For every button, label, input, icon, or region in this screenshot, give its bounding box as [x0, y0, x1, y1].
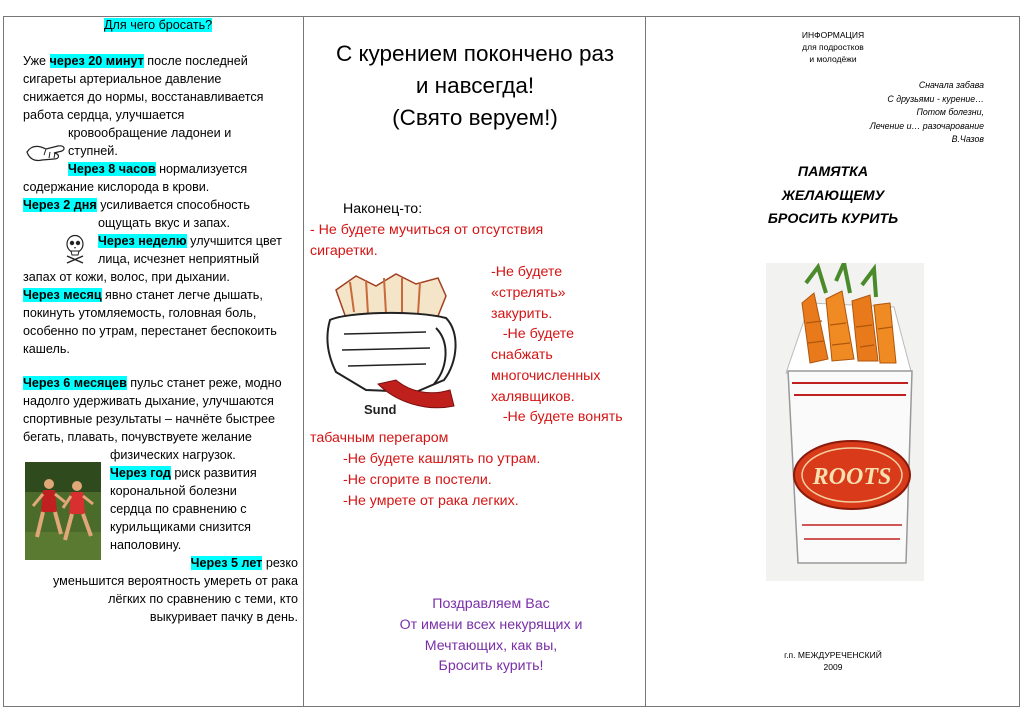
right-line-1: -Не будете	[491, 264, 563, 280]
title-line-3: БРОСИТЬ КУРИТЬ	[767, 211, 899, 227]
p4-line3: запах от кожи, волос, при дыхании.	[23, 270, 230, 284]
column-motivation	[306, 16, 644, 707]
epigraph-author: В.Чазов	[951, 134, 984, 144]
congratulations	[306, 594, 676, 677]
carrot-pack-photo	[766, 263, 924, 581]
title-line-1: ПАМЯТКА	[797, 164, 869, 180]
right-line-4: -Не будете	[491, 326, 574, 342]
skull-icon	[64, 234, 86, 264]
p1-line4: работа сердца, улучшается	[23, 108, 185, 122]
p3-line2: ощущать вкус и запах.	[98, 216, 230, 230]
crushed-cigarettes-illustration	[326, 272, 466, 417]
p7-line3: сердца по сравнению с	[110, 502, 247, 516]
tail-line-1: -Не будете кашлять по утрам.	[343, 451, 541, 467]
fist-label: Sund	[364, 402, 397, 417]
intro-text: Наконец-то:	[343, 201, 423, 217]
p1-line1: Уже через 20 минут после последней	[23, 54, 248, 68]
pack-label: ROOTS	[812, 464, 892, 490]
motto-line-2: и навсегда!	[415, 73, 535, 98]
p4-line1: Через неделю улучшится цвет	[98, 234, 282, 248]
footer-place: г.п. МЕЖДУРЕЧЕНСКИЙ	[784, 650, 882, 660]
epigraph-line-3: Потом болезни,	[916, 107, 984, 117]
p2-line2: содержание кислорода в крови.	[23, 180, 210, 194]
benefits-heading: Для чего бросать?	[104, 18, 213, 32]
title-line-2: ЖЕЛАЮЩЕМУ	[781, 187, 885, 204]
right-line-5: снабжать	[491, 347, 553, 363]
tail-line-2: -Не сгорите в постели.	[343, 472, 492, 488]
footer	[646, 649, 1020, 673]
p5-line3: особенно по утрам, перестанет беспокоить	[23, 324, 277, 338]
congrats-line-2: От имени всех некурящих и	[399, 616, 583, 633]
info-line-3: и молодёжи	[809, 54, 857, 64]
info-line-2: для подростков	[802, 42, 864, 52]
p6-line4: бегать, плавать, почувствуете желание	[23, 430, 252, 444]
leaflet-title	[646, 161, 1020, 232]
hand-drawing-icon	[24, 140, 68, 164]
p8-line2: уменьшится вероятность умереть от рака	[53, 574, 298, 588]
column-cover	[646, 16, 1020, 707]
p3-line1: Через 2 дня усиливается способность	[23, 198, 250, 212]
right-line-6: многочисленных	[491, 368, 601, 384]
info-line-1: ИНФОРМАЦИЯ	[801, 30, 865, 40]
p1-line3: снижается до нормы, восстанавливается	[23, 90, 264, 104]
p7-line5: наполовину.	[110, 538, 182, 552]
benefit-line-2: сигаретки.	[310, 243, 378, 259]
p2-line1: Через 8 часов нормализуется	[68, 162, 248, 176]
congrats-line-3: Мечтающих, как вы,	[424, 637, 558, 654]
benefit-line-1: - Не будете мучиться от отсутствия	[310, 222, 544, 238]
p7-line1: Через год риск развития	[110, 466, 257, 480]
p8-line4: выкуривает пачку в день.	[149, 610, 298, 624]
motto-line-3: (Свято веруем!)	[392, 105, 558, 130]
epigraph-line-1: Сначала забава	[918, 80, 984, 90]
epigraph-line-4: Лечение и… разочарование	[869, 120, 984, 131]
right-line-7: халявщиков.	[491, 389, 575, 405]
p6-line1: Через 6 месяцев пульс станет реже, модно	[23, 376, 282, 390]
congrats-line-4: Бросить курить!	[438, 658, 544, 675]
column-benefits	[20, 16, 302, 707]
p5-line4: кашель.	[23, 342, 70, 356]
p5-line2: покинуть утомляемость, головная боль,	[23, 306, 257, 320]
p7-line2: корональной болезни	[110, 484, 237, 498]
info-block	[646, 29, 1020, 65]
epigraph-line-2: С друзьями - курение…	[887, 93, 984, 104]
p1-line2: сигареты артериальное давление	[23, 72, 222, 86]
epigraph	[870, 79, 984, 147]
p6-line3: спортивные результаты – начнёте быстрее	[23, 412, 276, 426]
p4-line2: лица, исчезнет неприятный	[98, 252, 260, 266]
footer-year: 2009	[823, 662, 843, 672]
right-line-2: «стрелять»	[491, 285, 566, 301]
runners-photo	[25, 462, 101, 560]
right-line-8: -Не будете вонять	[491, 409, 623, 425]
benefit-line-3: табачным перегаром	[310, 430, 449, 446]
right-line-3: закурить.	[491, 306, 553, 322]
p1-line5: кровообращение ладонеи и	[68, 126, 232, 140]
p5-line1: Через месяц явно станет легче дышать,	[23, 288, 263, 302]
fold-line-1	[303, 16, 304, 707]
tail-line-3: -Не умрете от рака легких.	[343, 493, 519, 509]
p1-line6: ступней.	[68, 144, 118, 158]
p6-line2: надолго удерживать дыхание, улучшаются	[23, 394, 274, 408]
p7-line4: курильщиками снизится	[110, 520, 251, 534]
p8-line1: Через 5 лет резко	[190, 556, 298, 570]
p8-line3: лёгких по сравнению с теми, кто	[108, 592, 298, 606]
congrats-line-1: Поздравляем Вас	[432, 596, 550, 612]
motto-title	[306, 38, 644, 134]
motto-line-1: С курением покончено раз	[335, 41, 615, 66]
p6-line5: физических нагрузок.	[110, 448, 236, 462]
